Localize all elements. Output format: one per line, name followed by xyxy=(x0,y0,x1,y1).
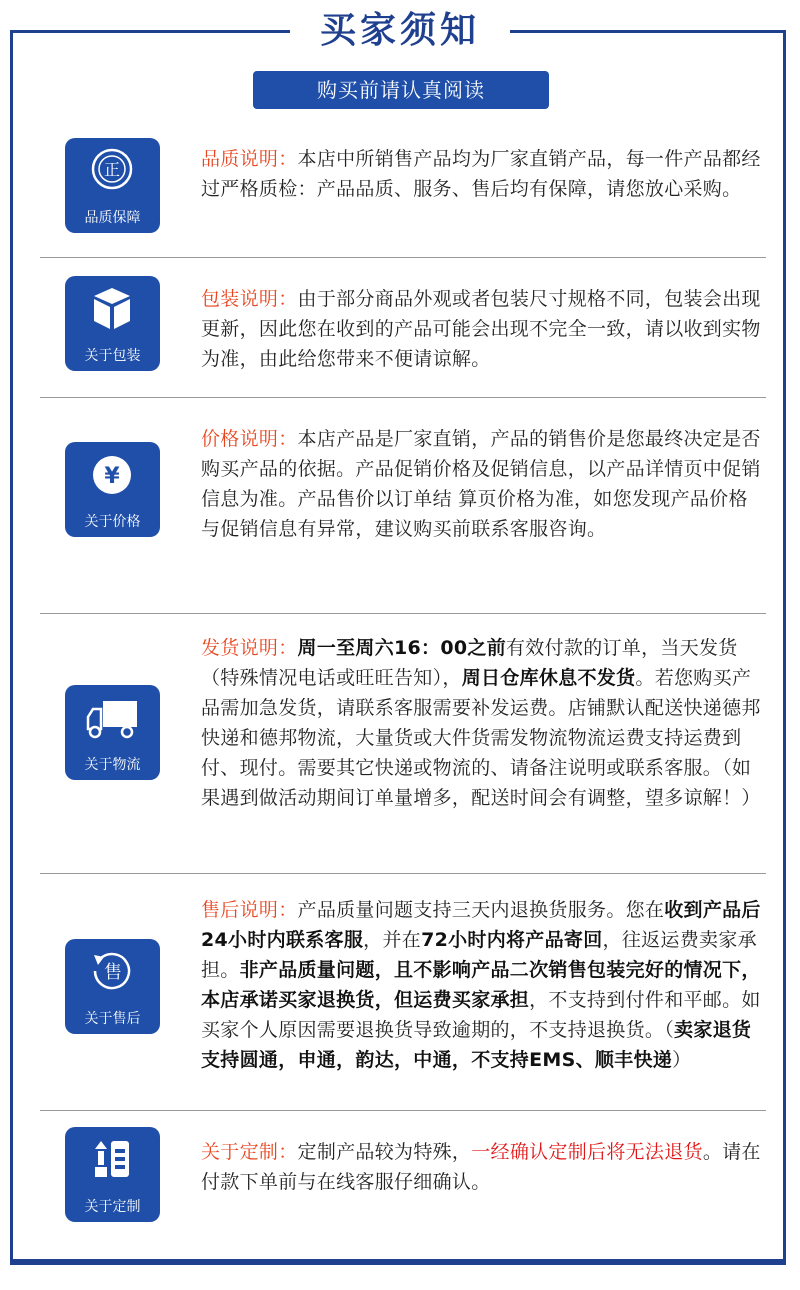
after-sales-body-3: ，往返运费卖家承担。 xyxy=(201,929,757,981)
after-sales-body-5: ） xyxy=(672,1049,692,1071)
custom-warning: 一经确认定制后将无法退货 xyxy=(471,1141,703,1163)
custom-badge xyxy=(65,1127,160,1222)
price-text xyxy=(201,424,761,544)
after-sales-badge-label: 关于售后 xyxy=(84,1011,141,1027)
page-title: 买家须知 xyxy=(319,10,480,51)
after-sales-label: 售后说明： xyxy=(201,899,298,921)
custom-label: 关于定制： xyxy=(201,1141,298,1163)
after-sales-body-1: 产品质量问题支持三天内退换货服务。您在 xyxy=(297,899,665,921)
delivery-truck-icon xyxy=(85,697,141,741)
after-sales-badge xyxy=(65,939,160,1034)
svg-text:售: 售 xyxy=(104,962,122,983)
after-sales-body-2: ，并在 xyxy=(363,929,422,951)
quality-text xyxy=(201,144,761,204)
after-sales-bold-1: 收到产品后24小时内联系客服 xyxy=(201,899,761,951)
after-sales-bold-4: 卖家退货支持圆通，申通，韵达，中通，不支持EMS、顺丰快递 xyxy=(201,1019,752,1071)
shipping-bold-1: 周一至周六16：00之前 xyxy=(297,637,506,659)
divider-2 xyxy=(40,397,766,398)
svg-text:正: 正 xyxy=(103,160,121,179)
price-badge-label: 关于价格 xyxy=(84,514,141,530)
packaging-label: 包装说明： xyxy=(201,288,298,310)
custom-body-2: 。请在付款下单前与在线客服仔细确认。 xyxy=(201,1141,761,1193)
after-sales-body-4: ，不支持到付件和平邮。如买家个人原因需要退换货导致逾期的，不支持退换货。（ xyxy=(201,989,761,1041)
price-badge xyxy=(65,442,160,537)
price-label: 价格说明： xyxy=(201,428,298,450)
after-sales-bold-3: 非产品质量问题，且不影响产品二次销售包装完好的情况下，本店承诺买家退换货，但运费买家承担 xyxy=(201,959,761,1011)
quality-body: 本店中所销售产品均为厂家直销产品，每一件产品都经过严格质检：产品品质、服务、售后均有保障，请您放心采购。 xyxy=(201,148,761,200)
shipping-badge xyxy=(65,685,160,780)
divider-3 xyxy=(40,613,766,614)
subtitle-banner: 购买前请认真阅读 xyxy=(253,71,549,109)
custom-order-icon xyxy=(93,1137,133,1183)
quality-badge xyxy=(65,138,160,233)
svg-text:¥: ¥ xyxy=(104,464,120,489)
custom-text xyxy=(201,1137,761,1197)
shipping-body-1: 有效付款的订单，当天发货（特殊情况电话或旺旺告知）， xyxy=(201,637,738,689)
after-sales-text xyxy=(201,895,761,1075)
shipping-label: 发货说明： xyxy=(201,637,298,659)
after-sales-bold-2: 72小时内将产品寄回 xyxy=(421,929,603,951)
after-sales-icon xyxy=(90,949,134,993)
custom-body-1: 定制产品较为特殊， xyxy=(297,1141,472,1163)
shipping-body-2: 。若您购买产品需加急发货，请联系客服需要补发运费。店铺默认配送快递德邦快递和德邦物流，大量货或大件货需发物流物流运费支持运费到付、现付。需要其它快递或物流的、请备注说明或联系客服。（如果遇到做活动期间订单量增多，配送时间会有调整，望多谅解！） xyxy=(201,667,761,809)
packaging-badge-label: 关于包装 xyxy=(84,348,141,364)
price-body: 本店产品是厂家直销，产品的销售价是您最终决定是否购买产品的依据。产品促销价格及促销信息，以产品详情页中促销信息为准。产品售价以订单结 算页价格为准，如您发现产品价格与促销信息有异常，建议购买前联系客服咨询。 xyxy=(201,428,761,540)
packaging-body: 由于部分商品外观或者包装尺寸规格不同，包装会出现更新，因此您在收到的产品可能会出现不完全一致，请以收到实物为准，由此给您带来不便请谅解。 xyxy=(201,288,761,370)
package-box-icon xyxy=(90,286,134,332)
packaging-badge xyxy=(65,276,160,371)
quality-badge-label: 品质保障 xyxy=(84,210,141,226)
custom-badge-label: 关于定制 xyxy=(84,1199,141,1215)
divider-4 xyxy=(40,873,766,874)
quality-label: 品质说明： xyxy=(201,148,298,170)
divider-1 xyxy=(40,257,766,258)
shipping-badge-label: 关于物流 xyxy=(84,757,141,773)
yen-coin-icon xyxy=(91,454,133,496)
shipping-bold-2: 周日仓库休息不发货 xyxy=(461,667,636,689)
divider-5 xyxy=(40,1110,766,1111)
shipping-text xyxy=(201,633,761,813)
packaging-text xyxy=(201,284,761,374)
quality-seal-icon xyxy=(91,148,133,190)
